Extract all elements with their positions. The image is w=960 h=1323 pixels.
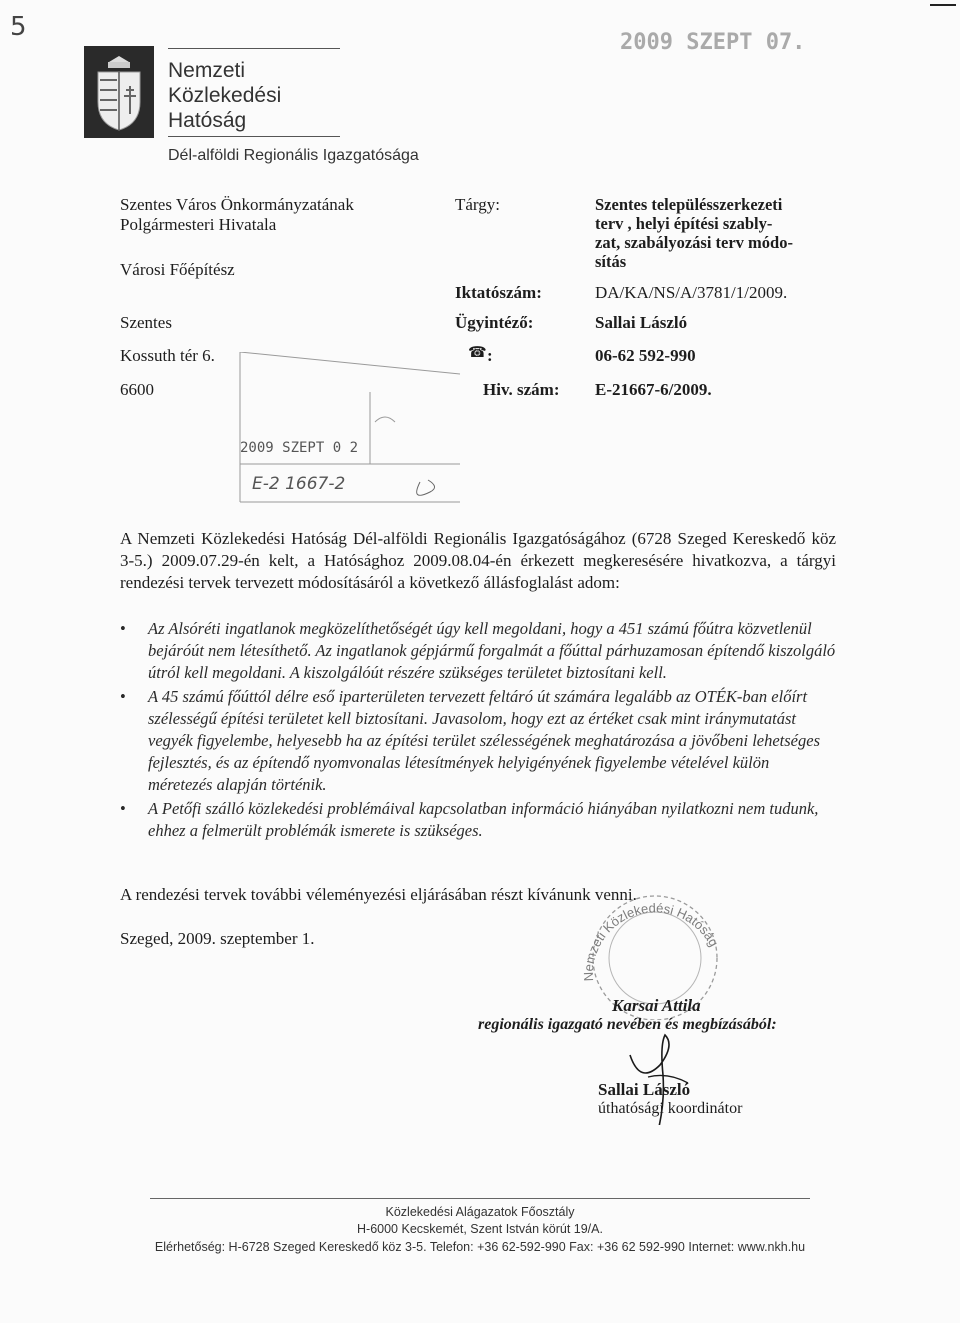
statement-item-1: • Az Alsóréti ingatlanok megközelíthetőségét úgy kell megoldani, hogy a 451 számú főútra közvetlenül bejáróút nem létesíthető. Az ingatlanok gépjármű forgalmát a főúttal párhuzamosan építendő kiszolgáló útról kell megoldani. A kiszolgálóút részére szükséges területet biztosítani kell. (120, 618, 836, 684)
registry-stamp-number: E-2 1667-2 (252, 474, 346, 494)
agency-line-2: Közlekedési (168, 84, 282, 107)
agency-name (168, 58, 281, 133)
coat-of-arms-logo (84, 46, 154, 138)
recipient-line-6: 6600 (120, 380, 154, 399)
officer-value: Sallai László (595, 313, 688, 332)
received-date-stamp: 2009 SZEPT 07. (620, 30, 806, 55)
subject-label: Tárgy: (455, 195, 501, 214)
agency-rule-top (168, 48, 340, 49)
agency-line-1: Nemzeti (168, 59, 246, 82)
director-role: regionális igazgató nevében és megbízásából: (478, 1016, 777, 1033)
recipient-line-4: Szentes (120, 313, 172, 332)
phone-label: : (487, 346, 493, 365)
subject-line-3: zat, szabályozási terv módo- (595, 233, 793, 252)
telephone-icon: ☎ (468, 345, 487, 361)
signer-role: úthatósági koordinátor (598, 1100, 743, 1117)
closing-paragraph: A rendezési tervek további véleményezési eljárásában részt kívánunk venni. (120, 885, 637, 904)
place-and-date: Szeged, 2009. szeptember 1. (120, 929, 315, 948)
subject-line-1: Szentes településszerkezeti (595, 195, 783, 214)
corner-rule (930, 4, 956, 6)
recipient-line-1: Szentes Város Önkormányzatának (120, 195, 354, 214)
page-mark: 5 (10, 12, 27, 42)
reference-label: Hiv. szám: (483, 380, 560, 399)
footer-rule (150, 1198, 810, 1199)
subject-value (595, 195, 793, 271)
reference-value: E-21667-6/2009. (595, 380, 712, 399)
director-name: Karsai Attila (612, 996, 701, 1015)
footer-line-1: Közlekedési Alágazatok Főosztály (385, 1205, 575, 1219)
reg-number-label: Iktatószám: (455, 283, 542, 302)
subject-line-2: terv , helyi építési szably- (595, 214, 773, 233)
recipient-line-3: Városi Főépítész (120, 260, 235, 279)
statement-item-3: • A Petőfi szálló közlekedési problémáival kapcsolatban információ hiányában nyilatkozni nem tudunk, ehhez a felmerült problémák ismerete is szükséges. (120, 798, 836, 842)
agency-rule-bottom (168, 136, 340, 137)
footer-line-3: Elérhetőség: H-6728 Szeged Kereskedő köz 3-5. Telefon: +36 62-592-990 Fax: +36 62 592-990 Internet: www.nkh.hu (154, 1240, 806, 1254)
registry-stamp-date: 2009 SZEPT 0 2 (240, 440, 359, 456)
svg-text:Nemzeti Közlekedési Hatóság (581, 900, 722, 981)
seal-text: Nemzeti Közlekedési Hatóság (580, 900, 722, 982)
region-name: Dél-alföldi Regionális Igazgatósága (168, 147, 419, 164)
recipient-line-5: Kossuth tér 6. (120, 346, 215, 365)
recipient-line-2: Polgármesteri Hivatala (120, 215, 277, 234)
intro-paragraph: A Nemzeti Közlekedési Hatóság Dél-alföldi Regionális Igazgatóságához (6728 Szeged Kereskedő köz 3-5.) 2009.07.29-én kelt, a Hatósághoz 2009.08.04-én érkezett megkeresésére hivatkozva, a tárgyi rendezési tervek tervezett módosításáról a következő állásfoglalást adom: (120, 529, 836, 592)
officer-label: Ügyintéző: (455, 313, 534, 332)
subject-line-4: sítás (595, 252, 627, 271)
phone-value: 06-62 592-990 (595, 346, 696, 365)
reg-number-value: DA/KA/NS/A/3781/1/2009. (595, 283, 788, 302)
statement-item-2: • A 45 számú főúttól délre eső iparterületen tervezett feltáró út számára legalább az OTÉK-ban előírt szélességű építési területet kell biztosítani. Javasolom, hogy ezt az értéket csak mint iránymutatást vegyék figyelembe, helyesebb ha az építési terület szélességének meghatározása a jövőbeni lehetséges fejlesztés, és az építendő nyomvonalas létesítmények helyigényének figyelembe vételével külön méretezés alapján történik. (120, 686, 836, 796)
signer-name: Sallai László (598, 1080, 691, 1099)
agency-line-3: Hatóság (168, 109, 247, 132)
statement-list (120, 618, 836, 842)
footer-line-2: H-6000 Kecskemét, Szent István körút 19/A. (357, 1222, 603, 1236)
